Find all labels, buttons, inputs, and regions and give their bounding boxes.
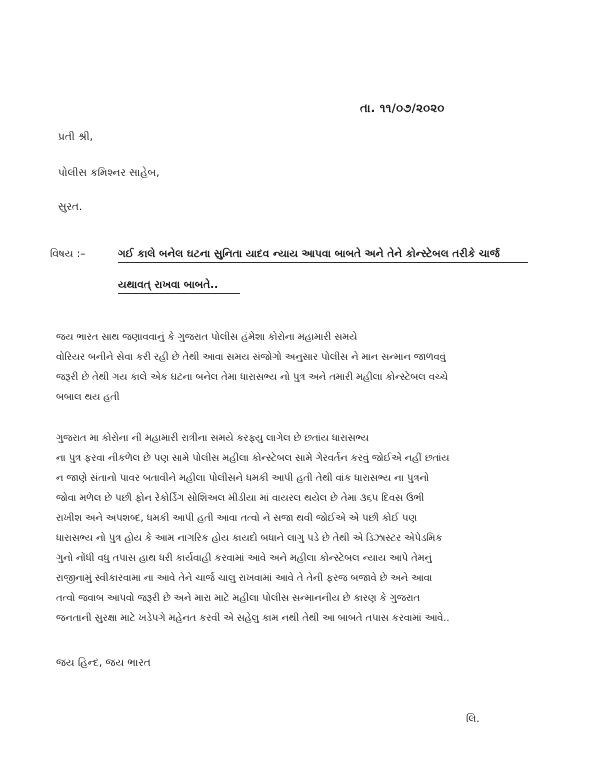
signature-abbrev: લિ. (466, 713, 480, 725)
paragraph-line: ગુનો નોંધી વધુ તપાસ હાથ ધરી કાર્યવાહી કરવામાં આવે અને મહીલા કોન્સ્ટેબલ ન્યાય આપે તેમનું (56, 553, 432, 564)
subject-underline-2 (118, 293, 240, 294)
recipient-title: પોલીસ કમિશ્નર સાહેબ, (58, 167, 160, 179)
closing-salutation: જય હિન્દ, જય ભારત (56, 657, 151, 669)
paragraph-line: તત્વો જવાબ આપવો જરૂરી છે અને મારા માટે મહીલા પોલીસ સન્માનનીય છે કારણ કે ગુજરાત (56, 593, 420, 604)
subject-underline-1 (118, 262, 528, 263)
paragraph-line: બબાલ થય હતી (56, 392, 120, 403)
subject-line-1: ગઈ કાલે બનેલ ઘટના સુનિતા યાદવ ન્યાય આપવા બાબતે અને તેને કોન્સ્ટેબલ તરીકે ચાર્જ (118, 248, 500, 260)
paragraph-line: ધારાસભ્ય નો પુત્ર હોય કે આમ નાગરિક હોય કાયદો બધાને લાગુ પડે છે તેથી એ ડિઝાસ્ટર એપેડમિક (56, 533, 443, 544)
paragraph-line: ન જાણે સંતાનો પાવર બતાવીને મહીલા પોલીસને ધમકી આપી હતી તેથી વાંક ધારાસભ્ય ના પુત્રનો (56, 473, 430, 484)
letter-date: તા. ૧૧/૦૭/૨૦૨૦ (360, 101, 445, 115)
paragraph-line: જનતાની સુરક્ષા માટે ખડેપગે મહેનત કરવી એ સહેલુ કામ નથી તેથી આ બાબતે તપાસ કરવામાં આવે.. (56, 613, 450, 624)
paragraph-line: જય ભારત સાથ જણાવવાનું કે ગુજરાત પોલીસ હંમેશા કોરોના મહામારી સમયે (56, 332, 358, 343)
paragraph-line: રાજીનામું સ્વીકારવામા ના આવે તેને ચાર્જ ચાલુ રાખવામાં આવે તે તેની ફરજ બજાવે છે અને આવા (56, 573, 433, 584)
subject-line-2: યથાવત્ રાખવા બાબતે.. (118, 279, 219, 291)
body-paragraph-2 (56, 429, 556, 629)
recipient-city: સુરત. (58, 201, 83, 213)
paragraph-line: ના પુત્ર ફરવા નીકળેલ છે પણ સામે પોલીસ મહીલા કોન્સ્ટેબલ સામે ગેરવર્તન કરવું જોઈએ નહીં છતાંય (56, 453, 450, 464)
body-paragraph-1 (56, 328, 556, 408)
paragraph-line: જોવા મળેલ છે પછી ફોન રેકોર્ડિંગ સોશિઅલ મીડીયા માં વાયરલ થયેલ છે તેમા ૩૬૫ દિવસ ઉભી (56, 493, 425, 504)
paragraph-line: રાખીશ અને અપશબ્દ, ધમકી આપી હતી આવા તત્વો ને સજા થવી જોઈએ એ પછી કોઈ પણ (56, 513, 417, 524)
paragraph-line: વોરિયર બનીને સેવા કરી રહી છે તેથી આવા સમય સંજોગો અનુસાર પોલીસ ને માન સન્માન જાળવવું (56, 352, 446, 363)
paragraph-line: જરૂરી છે તેથી ગય કાલે એક ઘટના બનેલ તેમા ધારાસભ્ય નો પુત્ર અને તમારી મહીલા કોન્સ્ટેબલ વચ્ચે (56, 372, 448, 383)
recipient-salutation: પ્રતી શ્રી, (58, 131, 94, 143)
paragraph-line: ગુજરાત મા કોરોના ની મહામારી રાત્રીના સમયે કરફ્યુ લાગેલ છે છતાંય ધારાસભ્ય (56, 433, 369, 444)
subject-label: વિષય :– (50, 248, 86, 260)
